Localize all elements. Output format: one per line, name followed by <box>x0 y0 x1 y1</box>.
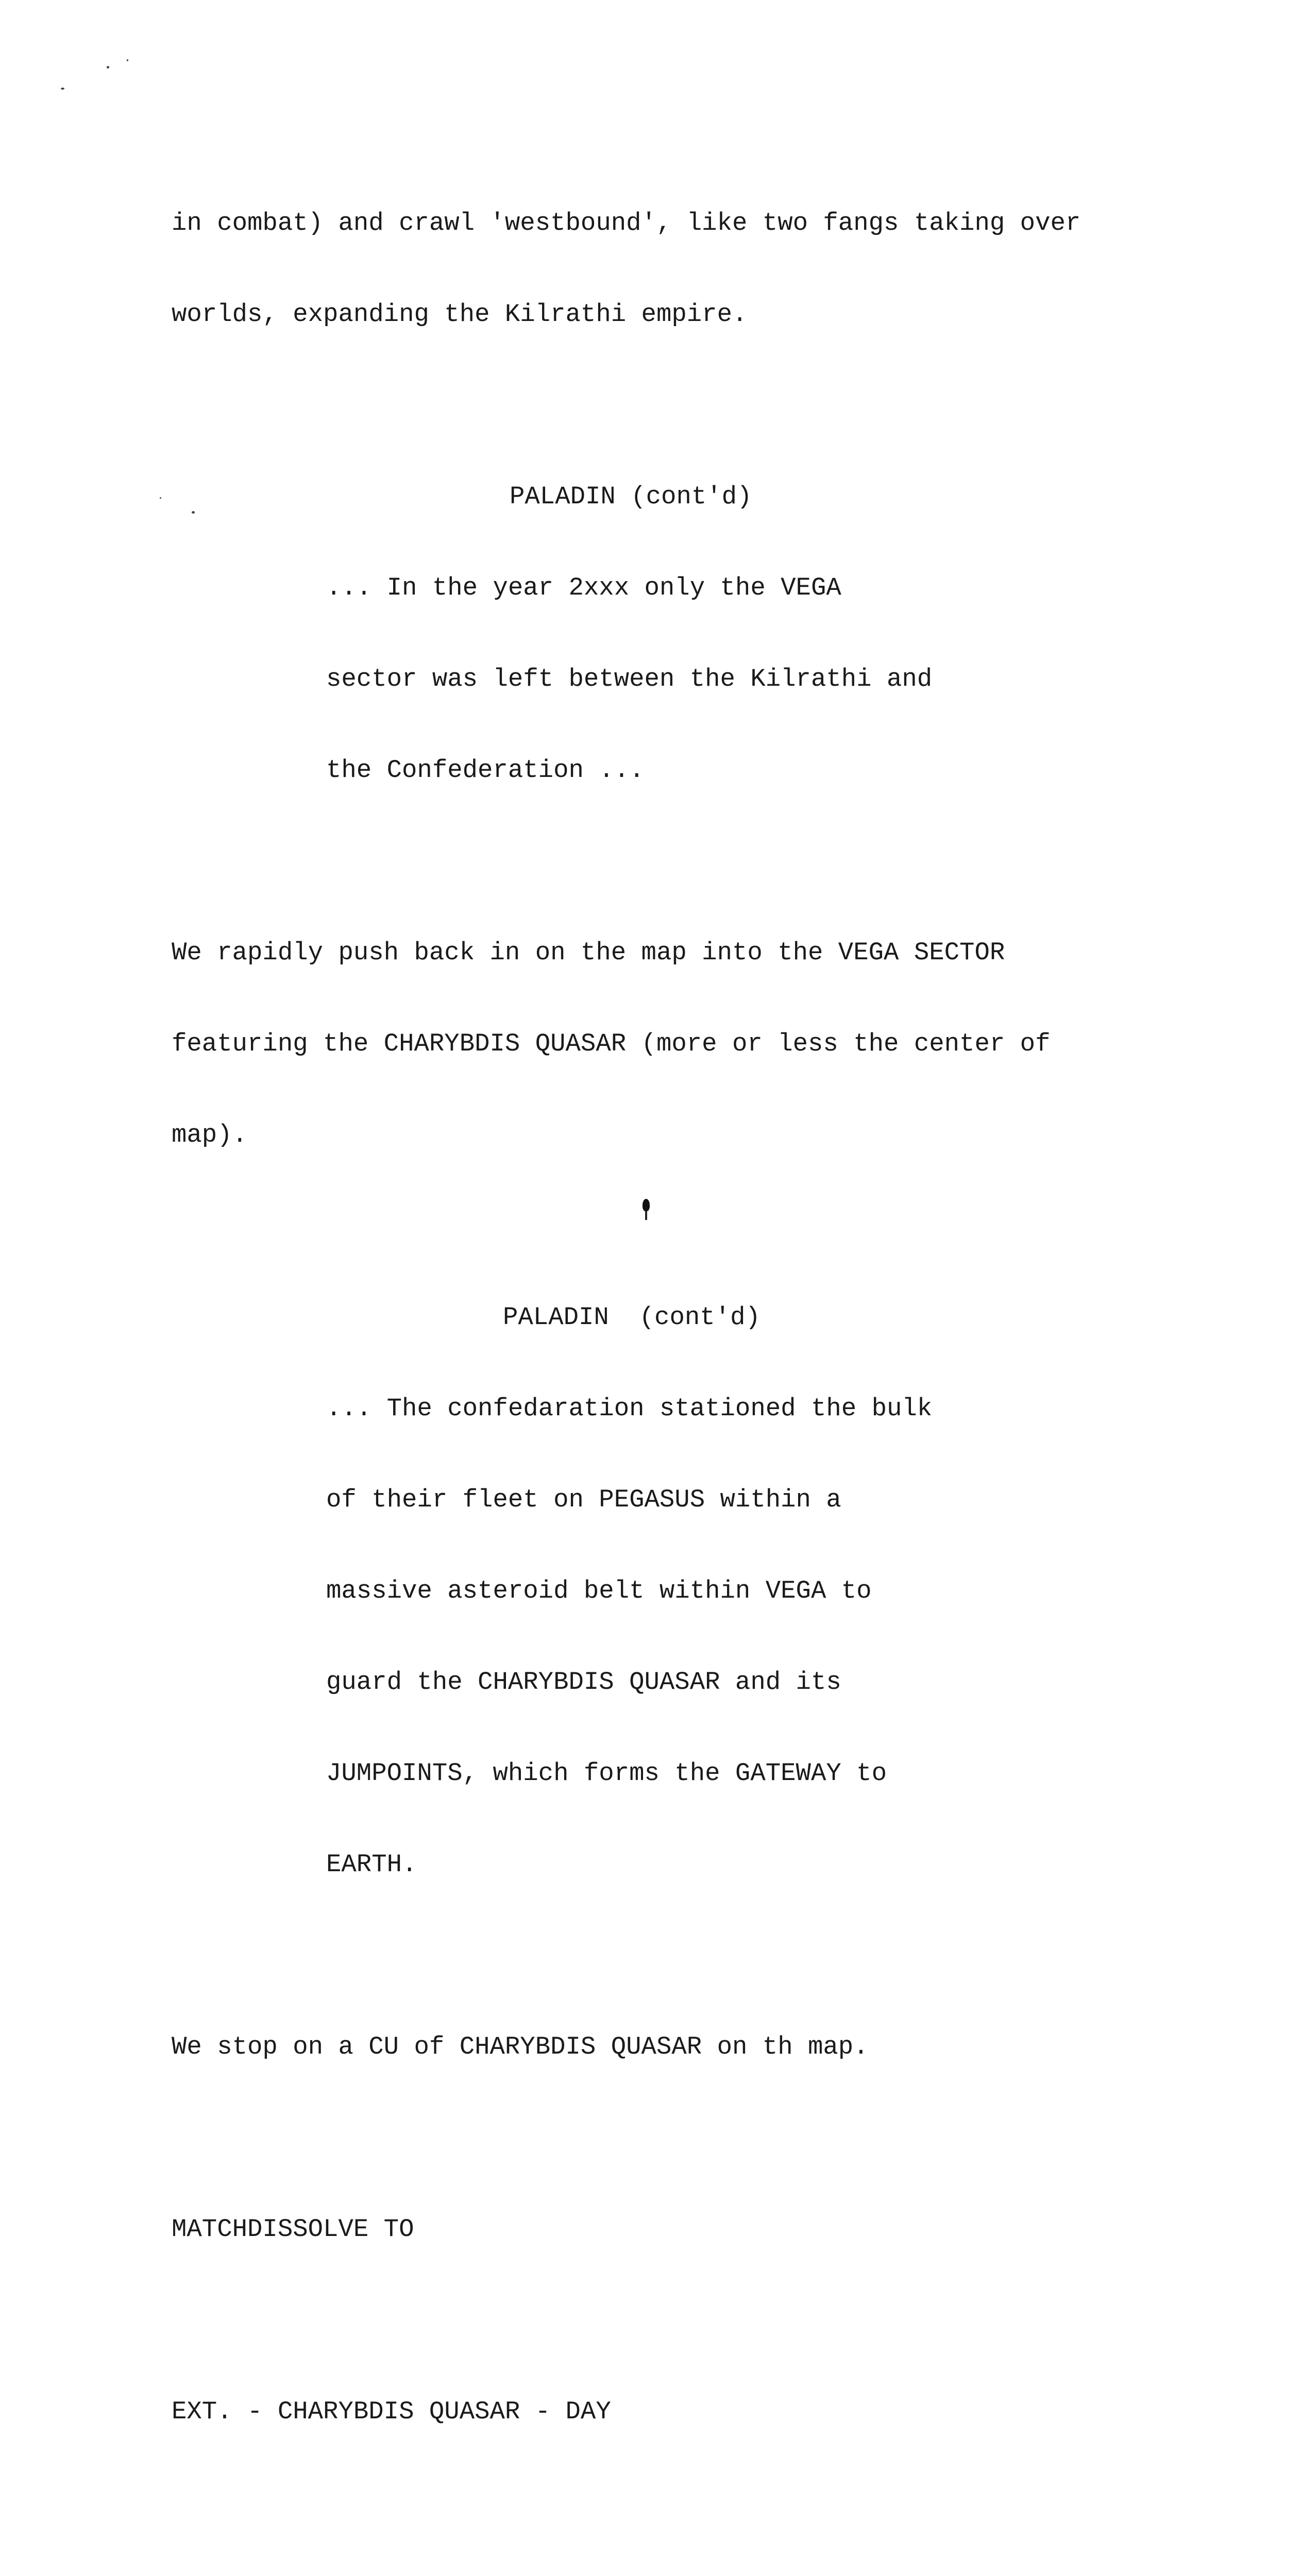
script-body <box>172 147 1176 2576</box>
scene-heading: EXT. - CHARYBDIS QUASAR - DAY <box>172 2397 611 2426</box>
transition: MATCHDISSOLVE TO <box>172 2215 414 2244</box>
dialogue-line: ... The confedaration stationed the bulk <box>326 1394 933 1423</box>
action-line: featuring the CHARYBDIS QUASAR (more or less the center of <box>172 1029 1051 1058</box>
dialogue-line: sector was left between the Kilrathi and <box>326 665 933 693</box>
ink-blot <box>643 1199 650 1211</box>
character-name: PALADIN (cont'd) <box>510 482 752 511</box>
dialogue-line: ... In the year 2xxx only the VEGA <box>326 573 841 602</box>
scan-speck <box>160 497 161 499</box>
dialogue-line: the Confederation ... <box>326 756 645 785</box>
scan-speck <box>107 66 109 69</box>
action-line: worlds, expanding the Kilrathi empire. <box>172 300 748 329</box>
ink-blot-tail <box>645 1211 647 1220</box>
dialogue-line: massive asteroid belt within VEGA to <box>326 1577 872 1605</box>
action-line: We stop on a CU of CHARYBDIS QUASAR on th map. <box>172 2032 869 2061</box>
scan-speck <box>127 59 128 61</box>
character-name: PALADIN (cont'd) <box>503 1303 761 1332</box>
action-line: We rapidly push back in on the map into the VEGA SECTOR <box>172 938 1005 967</box>
dialogue-line: EARTH. <box>326 1850 417 1879</box>
dialogue-line: JUMPOINTS, which forms the GATEWAY to <box>326 1759 887 1788</box>
scan-speck <box>61 88 64 90</box>
action-line: in combat) and crawl 'westbound', like two fangs taking over <box>172 209 1081 238</box>
dialogue-line: of their fleet on PEGASUS within a <box>326 1485 841 1514</box>
action-line: map). <box>172 1121 248 1149</box>
dialogue-line: guard the CHARYBDIS QUASAR and its <box>326 1668 841 1697</box>
